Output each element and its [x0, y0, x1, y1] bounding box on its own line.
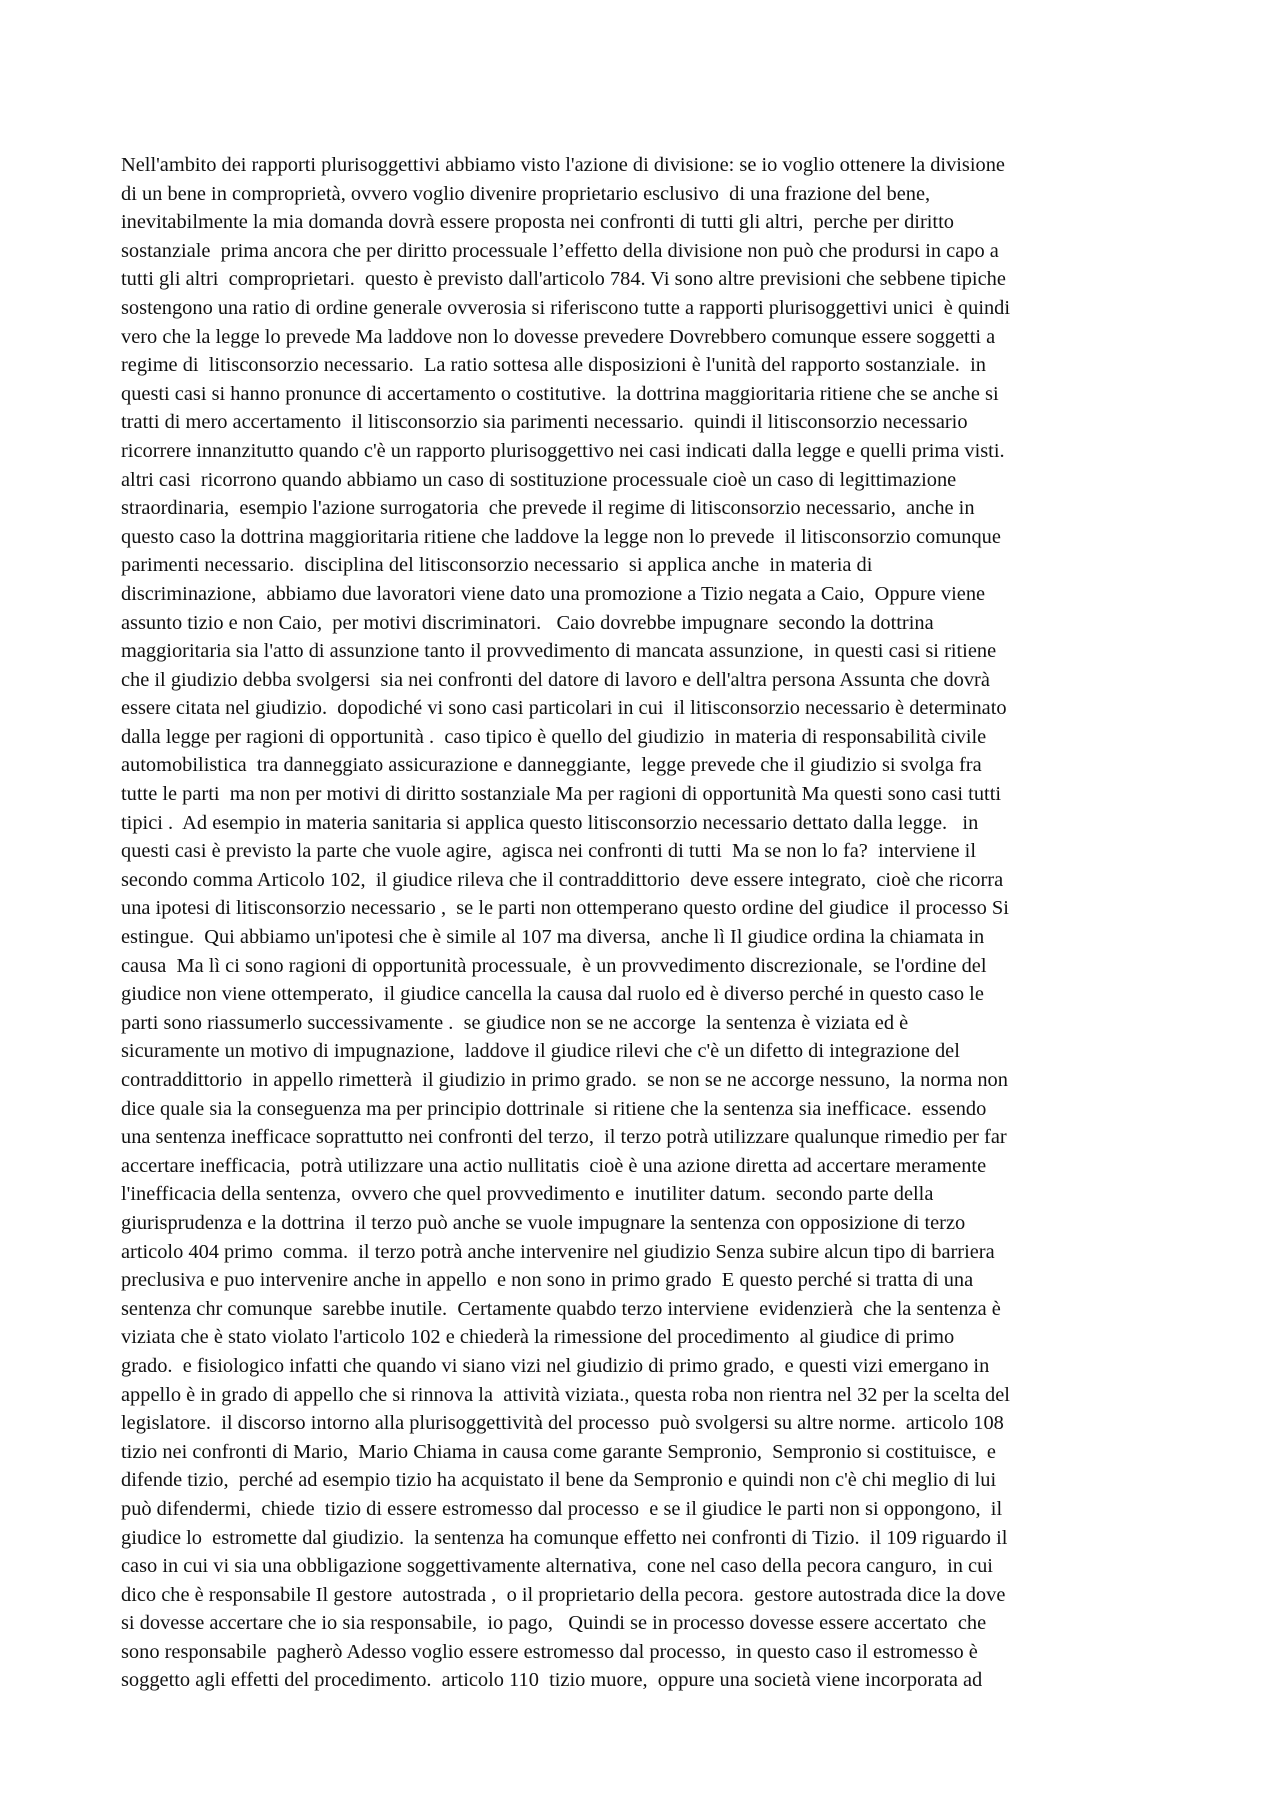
text-line: automobilistica tra danneggiato assicurazione e danneggiante, legge prevede che il giudizio si svolga fra — [121, 754, 982, 777]
text-line: giudice lo estromette dal giudizio. la sentenza ha comunque effetto nei confronti di Tizio. il 109 riguardo il — [121, 1526, 1008, 1549]
text-line: discriminazione, abbiamo due lavoratori viene dato una promozione a Tizio negata a Caio, Oppure viene — [121, 582, 986, 605]
text-line: appello è in grado di appello che si rinnova la attività viziata., questa roba non rientra nel 32 per la scelta del — [121, 1383, 1010, 1406]
text-line: una ipotesi di litisconsorzio necessario , se le parti non ottemperano questo ordine del giudice il processo Si — [121, 897, 1009, 920]
text-line: tutte le parti ma non per motivi di diritto sostanziale Ma per ragioni di opportunità Ma questi sono casi tutti — [121, 783, 1002, 806]
text-line: che il giudizio debba svolgersi sia nei confronti del datore di lavoro e dell'altra persona Assunta che dovrà — [121, 668, 990, 691]
text-line: difende tizio, perché ad esempio tizio ha acquistato il bene da Sempronio e quindi non c'è chi meglio di lui — [121, 1469, 997, 1492]
body-text — [121, 151, 1171, 1695]
text-line: questi casi si hanno pronunce di accertamento o costitutive. la dottrina maggioritaria ritiene che se anche si — [121, 382, 999, 405]
text-line: questi casi è previsto la parte che vuole agire, agisca nei confronti di tutti Ma se non lo fa? interviene il — [121, 840, 976, 863]
text-line: regime di litisconsorzio necessario. La ratio sottesa alle disposizioni è l'unità del rapporto sostanziale. in — [121, 354, 986, 377]
text-line: Nell'ambito dei rapporti plurisoggettivi abbiamo visto l'azione di divisione: se io voglio ottenere la divisione — [121, 154, 1005, 176]
text-line: estingue. Qui abbiamo un'ipotesi che è simile al 107 ma diversa, anche lì Il giudice ordina la chiamata in — [121, 926, 985, 949]
text-line: tipici . Ad esempio in materia sanitaria si applica questo litisconsorzio necessario dettato dalla legge. in — [121, 811, 979, 834]
text-line: giudice non viene ottemperato, il giudice cancella la causa dal ruolo ed è diverso perché in questo caso le — [121, 983, 984, 1006]
text-line: parti sono riassumerlo successivamente . se giudice non se ne accorge la sentenza è viziata ed è — [121, 1011, 909, 1034]
text-line: legislatore. il discorso intorno alla plurisoggettività del processo può svolgersi su altre norme. articolo 108 — [121, 1412, 1004, 1435]
text-line: altri casi ricorrono quando abbiamo un caso di sostituzione processuale cioè un caso di legittimazione — [121, 468, 957, 491]
text-line: accertare inefficacia, potrà utilizzare una actio nullitatis cioè è una azione diretta ad accertare meramente — [121, 1154, 987, 1177]
text-line: articolo 404 primo comma. il terzo potrà anche intervenire nel giudizio Senza subire alcun tipo di barriera — [121, 1240, 995, 1263]
text-line: dice quale sia la conseguenza ma per principio dottrinale si ritiene che la sentenza sia inefficace. essendo — [121, 1097, 987, 1120]
text-line: contraddittorio in appello rimetterà il giudizio in primo grado. se non se ne accorge nessuno, la norma non — [121, 1069, 1008, 1091]
text-line: sicuramente un motivo di impugnazione, laddove il giudice rilevi che c'è un difetto di integrazione del — [121, 1040, 960, 1063]
text-line: secondo comma Articolo 102, il giudice rileva che il contraddittorio deve essere integrato, cioè che ricorra — [121, 868, 1004, 891]
text-line: sostengono una ratio di ordine generale ovverosia si riferiscono tutte a rapporti plurisoggettivi unici è quindi — [121, 296, 1011, 319]
text-line: caso in cui vi sia una obbligazione soggettivamente alternativa, cone nel caso della pecora canguro, in cui — [121, 1555, 993, 1578]
text-line: tutti gli altri comproprietari. questo è previsto dall'articolo 784. Vi sono altre previsioni che sebbene tipiche — [121, 268, 1006, 291]
text-line: straordinaria, esempio l'azione surrogatoria che prevede il regime di litisconsorzio necessario, anche in — [121, 497, 975, 520]
text-line: di un bene in comproprietà, ovvero voglio divenire proprietario esclusivo di una frazione del bene, — [121, 182, 931, 205]
text-line: assunto tizio e non Caio, per motivi discriminatori. Caio dovrebbe impugnare secondo la dottrina — [121, 611, 934, 634]
text-line: una sentenza inefficace soprattutto nei confronti del terzo, il terzo potrà utilizzare qualunque rimedio per far — [121, 1126, 1007, 1149]
text-line: giurisprudenza e la dottrina il terzo può anche se vuole impugnare la sentenza con opposizione di terzo — [121, 1211, 966, 1234]
text-line: dico che è responsabile Il gestore autostrada , o il proprietario della pecora. gestore autostrada dice la dove — [121, 1583, 1006, 1606]
text-line: ricorrere innanzitutto quando c'è un rapporto plurisoggettivo nei casi indicati dalla legge e quelli prima visti. — [121, 439, 1005, 462]
text-line: sostanziale prima ancora che per diritto processuale l’effetto della divisione non può che prodursi in capo a — [121, 239, 999, 262]
text-line: preclusiva e puo intervenire anche in appello e non sono in primo grado E questo perché si tratta di una — [121, 1269, 974, 1292]
text-line: essere citata nel giudizio. dopodiché vi sono casi particolari in cui il litisconsorzio necessario è determinato — [121, 697, 1007, 720]
text-line: sentenza chr comunque sarebbe inutile. Certamente quabdo terzo interviene evidenzierà che la sentenza è — [121, 1297, 1001, 1320]
text-line: grado. e fisiologico infatti che quando vi siano vizi nel giudizio di primo grado, e questi vizi emergano in — [121, 1354, 990, 1377]
text-line: viziata che è stato violato l'articolo 102 e chiederà la rimessione del procedimento al giudice di primo — [121, 1326, 955, 1349]
text-line: maggioritaria sia l'atto di assunzione tanto il provvedimento di mancata assunzione, in questi casi si ritiene — [121, 640, 997, 663]
text-line: l'inefficacia della sentenza, ovvero che quel provvedimento e inutiliter datum. secondo parte della — [121, 1183, 934, 1206]
text-line: vero che la legge lo prevede Ma laddove non lo dovesse prevedere Dovrebbero comunque essere soggetti a — [121, 325, 996, 348]
text-line: inevitabilmente la mia domanda dovrà essere proposta nei confronti di tutti gli altri, perche per diritto — [121, 211, 954, 234]
text-line: tratti di mero accertamento il litisconsorzio sia parimenti necessario. quindi il litisconsorzio necessario — [121, 411, 968, 434]
text-line: dalla legge per ragioni di opportunità . caso tipico è quello del giudizio in materia di responsabilità civile — [121, 725, 987, 748]
text-line: questo caso la dottrina maggioritaria ritiene che laddove la legge non lo prevede il litisconsorzio comunque — [121, 525, 1001, 548]
text-line: sono responsabile pagherò Adesso voglio essere estromesso dal processo, in questo caso il estromesso è — [121, 1640, 978, 1663]
text-line: causa Ma lì ci sono ragioni di opportunità processuale, è un provvedimento discrezionale, se l'ordine del — [121, 954, 987, 977]
text-line: tizio nei confronti di Mario, Mario Chiama in causa come garante Sempronio, Sempronio si costituisce, e — [121, 1440, 996, 1463]
text-line: parimenti necessario. disciplina del litisconsorzio necessario si applica anche in materia di — [121, 554, 873, 577]
text-line: soggetto agli effetti del procedimento. articolo 110 tizio muore, oppure una società viene incorporata ad — [121, 1669, 983, 1692]
text-line: si dovesse accertare che io sia responsabile, io pago, Quindi se in processo dovesse essere accertato che — [121, 1612, 987, 1635]
text-line: può difendermi, chiede tizio di essere estromesso dal processo e se il giudice le parti non si oppongono, il — [121, 1497, 1003, 1520]
